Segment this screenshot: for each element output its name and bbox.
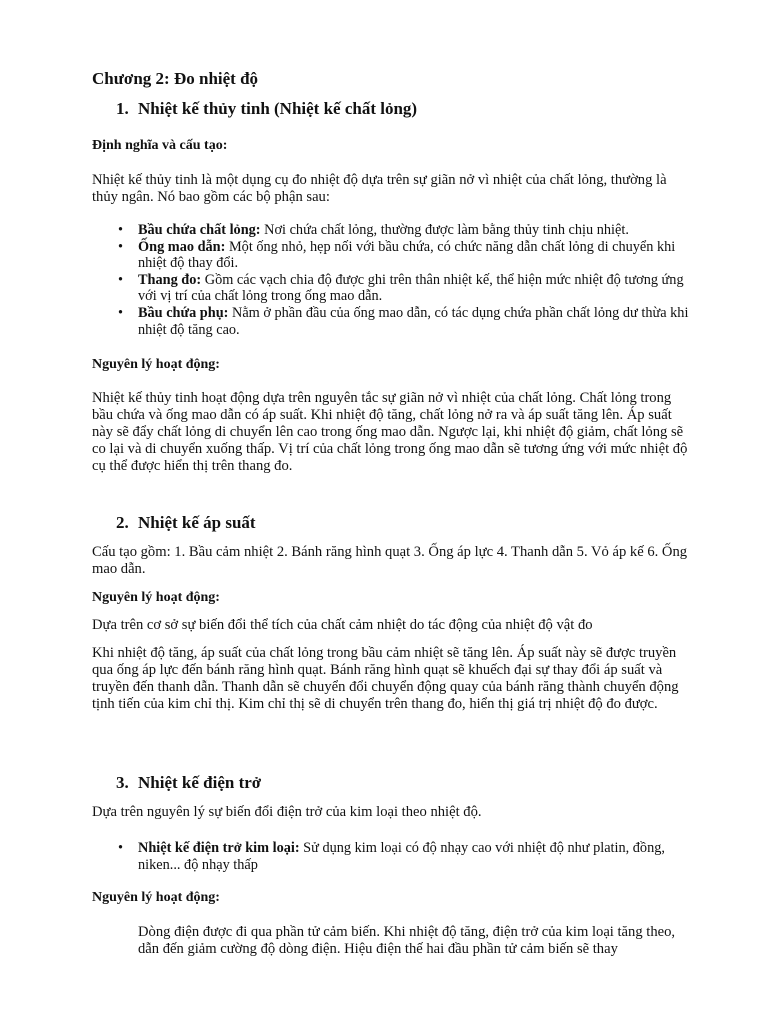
list-item bbox=[116, 305, 696, 338]
list-item bbox=[116, 840, 696, 873]
section-1-principle-text: Nhiệt kế thủy tinh hoạt động dựa trên nguyên tắc sự giãn nở vì nhiệt của chất lỏng. Chất lỏng trong bầu chứa và ống mao dẫn có áp suất. Khi nhiệt độ tăng, chất lỏng nở ra và áp suất tăng lên. Áp suất này sẽ đẩy chất lỏng di chuyển lên cao trong ống mao dẫn. Ngược lại, khi nhiệt độ giảm, chất lỏng sẽ co lại và di chuyển xuống thấp. Vị trí của chất lỏng trong ống mao dẫn sẽ tương ứng với mức nhiệt độ cụ thể được hiển thị trên thang đo. bbox=[92, 390, 688, 474]
section-2-structure: Cấu tạo gồm: 1. Bầu cảm nhiệt 2. Bánh răng hình quạt 3. Ống áp lực 4. Thanh dẫn 5. Vỏ áp kế 6. Ống mao dẫn. bbox=[92, 544, 688, 577]
list-item bbox=[116, 239, 696, 272]
list-item-term: Thang đo: bbox=[138, 271, 202, 288]
section-1-heading bbox=[116, 99, 417, 119]
section-3-heading bbox=[116, 773, 261, 793]
section-3-intro: Dựa trên nguyên lý sự biến đổi điện trở của kim loại theo nhiệt độ. bbox=[92, 804, 482, 820]
section-1-intro: Nhiệt kế thủy tinh là một dụng cụ đo nhiệt độ dựa trên sự giãn nở vì nhiệt của chất lỏng, thường là thủy ngân. Nó bao gồm các bộ phận sau: bbox=[92, 172, 667, 205]
section-1-parts-list bbox=[116, 222, 696, 338]
list-item-desc: Sử dụng kim loại có độ nhạy cao với nhiệt độ như platin, đồng, niken... độ nhạy thấp bbox=[138, 840, 665, 873]
list-item-term: Bầu chứa chất lỏng: bbox=[138, 222, 261, 238]
section-3-principle-heading: Nguyên lý hoạt động: bbox=[92, 890, 220, 905]
list-item-term: Nhiệt kế điện trở kim loại: bbox=[138, 840, 300, 856]
section-2-heading bbox=[116, 513, 256, 533]
list-item-term: Ống mao dẫn: bbox=[138, 238, 226, 255]
list-item bbox=[116, 272, 696, 305]
list-item-desc: Nằm ở phần đầu của ống mao dẫn, có tác dụng chứa phần chất lỏng dư thừa khi nhiệt độ tăng cao. bbox=[138, 304, 689, 338]
section-1-principle-heading: Nguyên lý hoạt động: bbox=[92, 357, 220, 372]
section-1-definition-heading: Định nghĩa và cấu tạo: bbox=[92, 138, 228, 153]
list-item bbox=[116, 222, 696, 239]
list-item-desc: Gồm các vạch chia độ được ghi trên thân nhiệt kế, thể hiện mức nhiệt độ tương ứng với vị trí của chất lỏng trong ống mao dẫn. bbox=[138, 271, 684, 305]
section-3-title: Nhiệt kế điện trở bbox=[138, 773, 262, 792]
section-2-number: 2. bbox=[116, 513, 129, 532]
chapter-title: Chương 2: Đo nhiệt độ bbox=[92, 69, 259, 88]
section-2-principle-heading: Nguyên lý hoạt động: bbox=[92, 590, 220, 605]
list-item-desc: Một ống nhỏ, hẹp nối với bầu chứa, có chức năng dẫn chất lỏng di chuyển khi nhiệt độ thay đổi. bbox=[138, 238, 676, 272]
section-2-principle-text: Khi nhiệt độ tăng, áp suất của chất lỏng trong bầu cảm nhiệt sẽ tăng lên. Áp suất này sẽ được truyền qua ống áp lực đến bánh răng hình quạt. Bánh răng hình quạt sẽ khuếch đại sự thay đổi áp suất và truyền đến thanh dẫn. Thanh dẫn sẽ chuyển đổi chuyển động quay của bánh răng thành chuyển động tịnh tiến của kim chỉ thị. Kim chỉ thị sẽ di chuyển trên thang đo, hiển thị giá trị nhiệt độ đo được. bbox=[92, 645, 679, 712]
section-2-principle-basis: Dựa trên cơ sở sự biến đổi thể tích của chất cảm nhiệt do tác động của nhiệt độ vật đo bbox=[92, 617, 593, 633]
section-3-principle-text: Dòng điện được đi qua phần tử cảm biến. Khi nhiệt độ tăng, điện trở của kim loại tăng theo, dẫn đến giảm cường độ dòng điện. Hiệu điện thế hai đầu phần tử cảm biến sẽ thay bbox=[138, 924, 676, 957]
list-item-desc: Nơi chứa chất lỏng, thường được làm bằng thủy tinh chịu nhiệt. bbox=[260, 222, 629, 238]
section-3-number: 3. bbox=[116, 773, 129, 792]
section-1-number: 1. bbox=[116, 99, 129, 118]
section-1-title: Nhiệt kế thủy tinh (Nhiệt kế chất lỏng) bbox=[138, 99, 418, 118]
list-item-term: Bầu chứa phụ: bbox=[138, 304, 229, 321]
section-3-items-list bbox=[116, 840, 696, 873]
section-2-title: Nhiệt kế áp suất bbox=[138, 513, 256, 532]
